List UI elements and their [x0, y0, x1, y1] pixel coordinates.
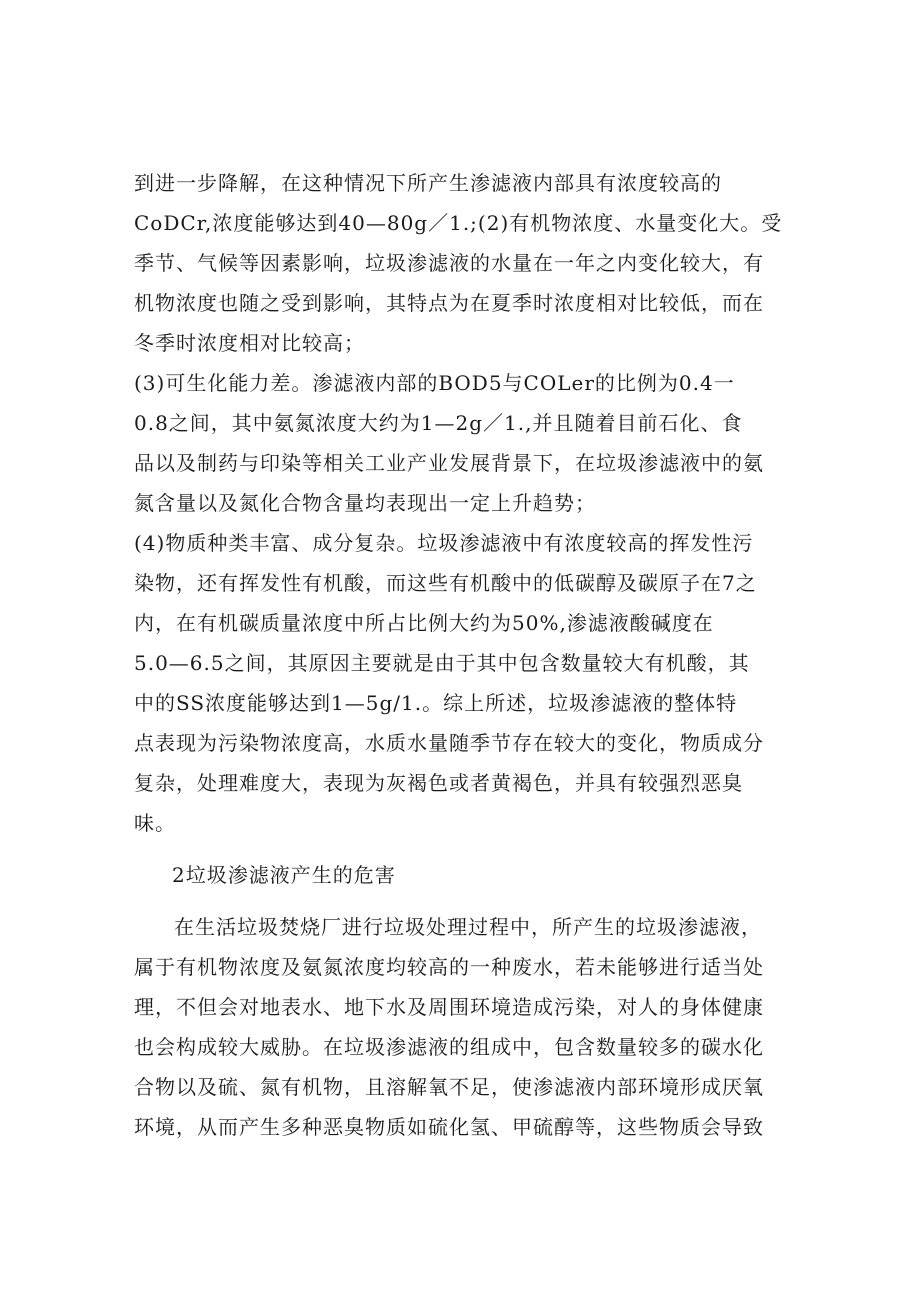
text-line: 季节、气候等因素影响，垃圾渗滤液的水量在一年之内变化较大，有: [134, 251, 764, 275]
text-line: 复杂，处理难度大，表现为灰褐色或者黄褐色，并具有较强烈恶臭: [134, 771, 743, 795]
text-line: 内，在有机碳质量浓度中所占比例大约为50%,渗滤液酸碱度在: [134, 611, 714, 635]
paragraph-3: [134, 523, 794, 843]
text-line: 到进一步降解，在这种情况下所产生渗滤液内部具有浓度较高的: [134, 171, 722, 195]
text-line: 机物浓度也随之受到影响，其特点为在夏季时浓度相对比较低，而在: [134, 291, 764, 315]
paragraph-4: [134, 907, 794, 1147]
section-spacer: [134, 843, 794, 855]
text-line: 环境，从而产生多种恶臭物质如硫化氢、甲硫醇等，这些物质会导致: [134, 1115, 764, 1139]
text-line: 品以及制药与印染等相关工业产业发展背景下，在垃圾渗滤液中的氨: [134, 451, 764, 475]
text-line: 合物以及硫、氮有机物，且溶解氧不足，使渗滤液内部环境形成厌氧: [134, 1075, 764, 1099]
text-line: 0.8之间，其中氨氮浓度大约为1—2g／1.,并且随着目前石化、食: [134, 411, 743, 435]
text-line: 味。: [134, 811, 176, 835]
section-spacer: [134, 895, 794, 907]
text-line: 属于有机物浓度及氨氮浓度均较高的一种废水，若未能够进行适当处: [134, 955, 764, 979]
text-line: 氮含量以及氮化合物含量均表现出一定上升趋势；: [134, 491, 596, 515]
text-line: 也会构成较大威胁。在垃圾渗滤液的组成中，包含数量较多的碳水化: [134, 1035, 764, 1059]
text-line: 在生活垃圾焚烧厂进行垃圾处理过程中，所产生的垃圾渗滤液，: [174, 915, 762, 939]
text-line: 染物，还有挥发性有机酸，而这些有机酸中的低碳醇及碳原子在7之: [134, 571, 757, 595]
text-line: CoDCr,浓度能够达到40—80g／1.;(2)有机物浓度、水量变化大。受: [134, 211, 783, 235]
paragraph-2: [134, 363, 794, 523]
text-line: (3)可生化能力差。渗滤液内部的BOD5与COLer的比例为0.4一: [134, 371, 735, 395]
text-line: 理，不但会对地表水、地下水及周围环境造成污染，对人的身体健康: [134, 995, 764, 1019]
text-line: 点表现为污染物浓度高，水质水量随季节存在较大的变化，物质成分: [134, 731, 764, 755]
text-line: 冬季时浓度相对比较高；: [134, 331, 365, 355]
text-line: (4)物质种类丰富、成分复杂。垃圾渗滤液中有浓度较高的挥发性污: [134, 531, 754, 555]
text-line: 5.0—6.5之间，其原因主要就是由于其中包含数量较大有机酸，其: [134, 651, 750, 675]
paragraph-1: [134, 163, 794, 363]
document-body: [134, 163, 794, 1147]
text-line: 中的SS浓度能够达到1—5g/1.。综上所述，垃圾渗滤液的整体特: [134, 691, 738, 715]
section-heading: 2垃圾渗滤液产生的危害: [172, 863, 396, 887]
